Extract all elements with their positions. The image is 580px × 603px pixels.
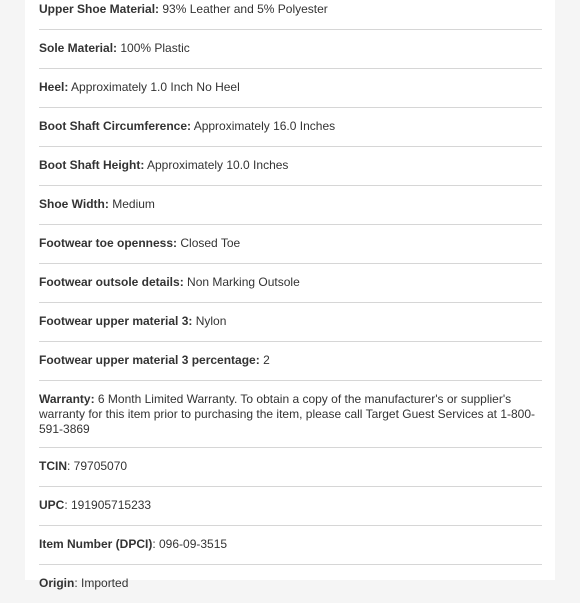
spec-row-upper-material-3-percentage (39, 342, 542, 381)
spec-key: Footwear upper material 3: (39, 314, 193, 328)
spec-key: TCIN (39, 459, 67, 473)
spec-row-toe-openness (39, 225, 542, 264)
spec-key: Upper Shoe Material: (39, 2, 160, 16)
spec-value: 100% Plastic (117, 41, 190, 55)
spec-row-warranty (39, 381, 542, 448)
spec-value: : 096-09-3515 (152, 537, 228, 551)
specifications-list (39, 0, 542, 603)
spec-value: : 191905715233 (64, 498, 152, 512)
spec-key: Footwear upper material 3 percentage: (39, 353, 260, 367)
spec-row-upper-shoe-material (39, 0, 542, 30)
spec-key: UPC (39, 498, 65, 512)
spec-value: 93% Leather and 5% Polyester (159, 2, 328, 16)
spec-key: Item Number (DPCI) (39, 537, 153, 551)
spec-row-boot-shaft-circumference (39, 108, 542, 147)
spec-value: : 79705070 (67, 459, 128, 473)
spec-value: Approximately 16.0 Inches (191, 119, 336, 133)
spec-row-upper-material-3 (39, 303, 542, 342)
spec-row-boot-shaft-height (39, 147, 542, 186)
spec-row-outsole-details (39, 264, 542, 303)
spec-key: Origin (39, 576, 75, 590)
spec-key: Heel: (39, 80, 69, 94)
spec-value: Closed Toe (177, 236, 241, 250)
spec-row-heel (39, 69, 542, 108)
spec-row-sole-material (39, 30, 542, 69)
spec-key: Shoe Width: (39, 197, 109, 211)
spec-value: Nylon (192, 314, 227, 328)
spec-value: Approximately 1.0 Inch No Heel (68, 80, 240, 94)
spec-key: Footwear outsole details: (39, 275, 184, 289)
spec-row-tcin (39, 448, 542, 487)
spec-key: Boot Shaft Circumference: (39, 119, 192, 133)
spec-key: Warranty: (39, 392, 95, 406)
spec-value: Medium (108, 197, 155, 211)
spec-value: 6 Month Limited Warranty. To obtain a copy of the manufacturer's or supplier's warranty for this item prior to purchasing the item, please call Target Guest Services at 1-800-591-3869 (39, 392, 536, 436)
spec-key: Footwear toe openness: (39, 236, 178, 250)
specifications-panel (25, 0, 555, 590)
spec-row-origin (39, 565, 542, 603)
spec-row-shoe-width (39, 186, 542, 225)
spec-key: Sole Material: (39, 41, 118, 55)
spec-value: : Imported (74, 576, 129, 590)
spec-value: 2 (259, 353, 270, 367)
spec-row-item-number (39, 526, 542, 565)
spec-value: Approximately 10.0 Inches (144, 158, 289, 172)
spec-key: Boot Shaft Height: (39, 158, 145, 172)
spec-value: Non Marking Outsole (183, 275, 300, 289)
spec-row-upc (39, 487, 542, 526)
